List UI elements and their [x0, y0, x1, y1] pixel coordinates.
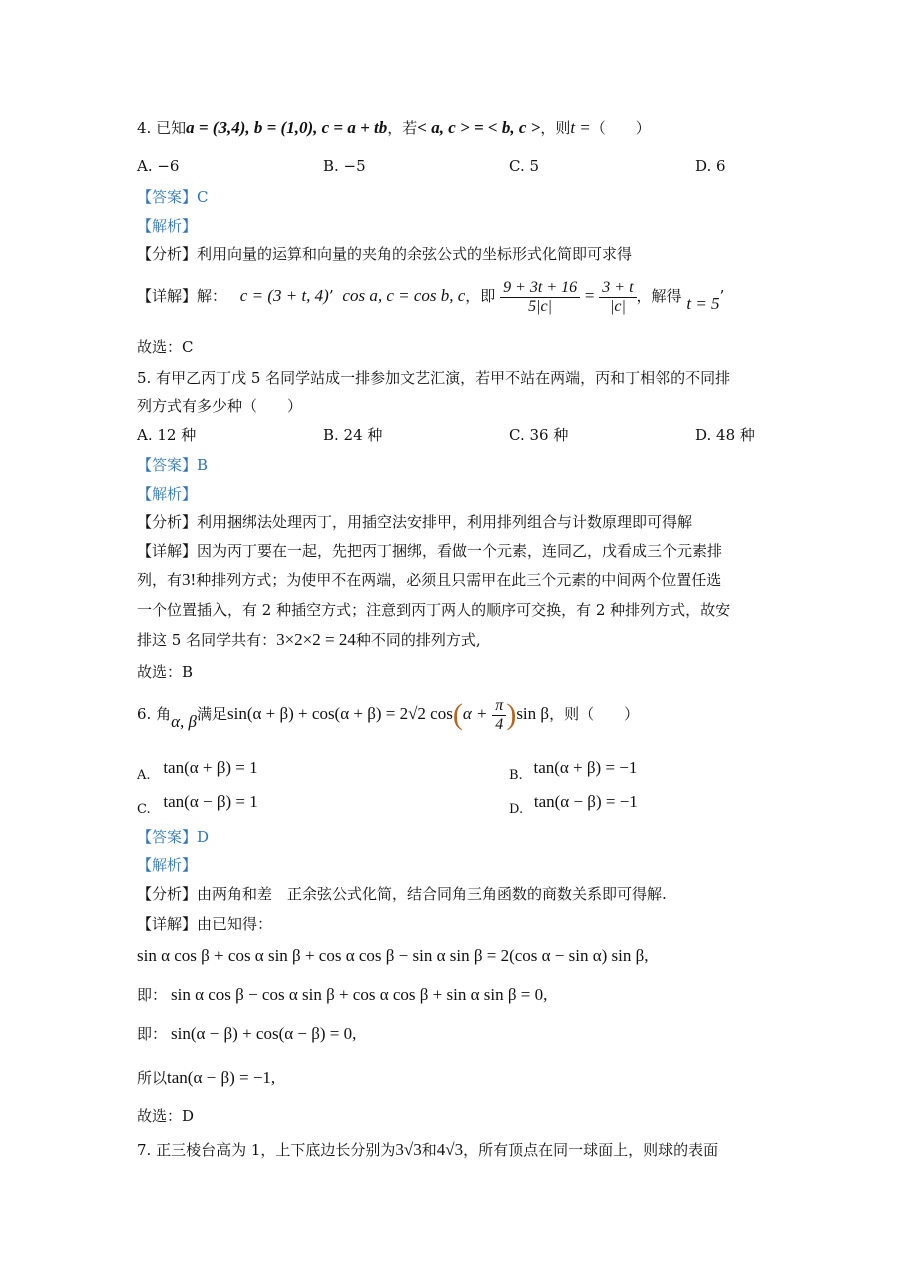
q5-xiangjie-4: [137, 630, 481, 650]
q6-optD-label: D.: [509, 802, 524, 817]
q5-xj4a: 排这 5 名同学共有：: [137, 631, 277, 649]
q6-pi-over-4: [492, 697, 506, 734]
q4-guxuan: 故选：C: [137, 338, 194, 356]
q6-guxuan: 故选：D: [137, 1107, 195, 1125]
q5-analysis: 【解析】: [137, 485, 198, 503]
q4-cond-prefix: ，若: [387, 119, 418, 137]
q6-optC-label: C.: [137, 802, 151, 817]
q4-paren: （ ）: [590, 119, 651, 137]
q6-eq3-line: [137, 1024, 356, 1044]
q6-eq-inner: α +: [462, 704, 488, 723]
q5-option-c: C. 36 种: [509, 426, 569, 444]
q4-analysis: 【解析】: [137, 217, 198, 235]
q6-analysis: 【解析】: [137, 856, 198, 874]
q6-option-a: [137, 758, 258, 786]
q5-factorial: 3!: [182, 570, 197, 589]
q6-prefix: 6. 角: [137, 705, 172, 723]
q4-condition: < a, c > = < b, c >: [417, 118, 541, 137]
q5-xj4b: 种不同的排列方式,: [355, 631, 481, 649]
q5-answer: 【答案】B: [137, 456, 209, 474]
q6-eq4: tan(α − β) = −1,: [167, 1068, 276, 1087]
q6-option-d: [509, 792, 638, 820]
q4-option-d: D. 6: [695, 157, 726, 175]
q5-xiangjie-2: [137, 570, 721, 590]
q4-xiangjie: 【详解】解： c = (3 + t, 4)’ cos a, c = cos b, c，即 $\frac{9 + 3t + 16}{5|c|}$ = $\frac{3 + t}{|c|}$ ，解得 t = 5’: [137, 278, 725, 315]
q4-prefix: 4. 已知: [137, 119, 187, 137]
q6-eq1: sin α cos β + cos α sin β + cos α cos β − sin α sin β = 2(cos α − sin α) sin β,: [137, 946, 649, 965]
q5-option-d: D. 48 种: [695, 426, 755, 444]
q6-eq3: sin(α − β) + cos(α − β) = 0,: [171, 1024, 357, 1043]
q4-fenxi: 【分析】利用向量的运算和向量的夹角的余弦公式的坐标形式化简即可求得: [137, 245, 633, 263]
q6-optA: tan(α + β) = 1: [163, 758, 258, 777]
q4-xiangjie-label: 【详解】解：: [137, 287, 228, 305]
q6-fenxi: 【分析】由两角和差 正余弦公式化简，结合同角三角函数的商数关系即可得解.: [137, 885, 667, 903]
q6-ji1: 即：: [137, 986, 168, 1004]
q4-fraction-2: [599, 279, 636, 316]
q6-ji2: 即：: [137, 1025, 168, 1043]
q7-m2: 4√3: [436, 1140, 464, 1159]
q6-option-b: [509, 758, 637, 786]
q4-vectors: a = (3,4), b = (1,0), c = a + tb: [186, 118, 388, 137]
q7-stem: [137, 1140, 718, 1160]
q5-guxuan: 故选：B: [137, 663, 194, 681]
q4-c-expr: c = (3 + t, 4): [239, 286, 329, 305]
q6-eq2-line: [137, 985, 547, 1005]
q4-stem: [137, 118, 651, 138]
q4-frac1-num: 9 + 3t + 16: [500, 279, 580, 298]
q4-cos-expr: cos a, c = cos b, c: [342, 286, 466, 305]
q5-fenxi: 【分析】利用捆绑法处理丙丁，用插空法安排甲，利用排列组合与计数原理即可得解: [137, 513, 693, 531]
q5-xiangjie-1: 【详解】因为丙丁要在一起，先把丙丁捆绑，看做一个元素，连同乙，戊看成三个元素排: [137, 542, 723, 560]
q5-xj2b: 种排列方式；为使甲不在两端，必须且只需甲在此三个元素的中间两个位置任选: [196, 571, 722, 589]
q4-option-b: B. −5: [323, 157, 366, 175]
q6-stem: 6. 角α, β满足sin(α + β) + cos(α + β) = 2√2 cos(α + $\frac{\pi}{4}$ )sin β，则（ ）: [137, 696, 640, 733]
q6-optD: tan(α − β) = −1: [533, 792, 638, 811]
q4-frac1-den: 5|c|: [528, 297, 553, 315]
q4-ask-var: t =: [570, 118, 591, 137]
q6-optA-label: A.: [137, 768, 151, 783]
q7-c: ，所有顶点在同一球面上，则球的表面: [463, 1141, 719, 1159]
q4-answer: 【答案】C: [137, 188, 209, 206]
q6-xiangjie: 【详解】由已知得：: [137, 915, 273, 933]
q6-eq-left: sin(α + β) + cos(α + β) = 2√2 cos: [227, 704, 453, 723]
q6-eq2: sin α cos β − cos α sin β + cos α cos β + sin α sin β = 0,: [171, 985, 548, 1004]
q7-a: 7. 正三棱台高为 1，上下底边长分别为: [137, 1141, 396, 1159]
q4-frac2-num: 3 + t: [599, 279, 636, 298]
q6-eq-right: sin β: [516, 704, 550, 723]
q5-xj2a: 列，有: [137, 571, 183, 589]
q4-option-c: C. 5: [509, 157, 540, 175]
q6-option-c: [137, 792, 258, 820]
q6-optC: tan(α − β) = 1: [163, 792, 258, 811]
q5-stem-line2: 列方式有多少种（ ）: [137, 397, 303, 415]
q6-suoyi: 所以: [137, 1069, 168, 1087]
q6-eq4-line: [137, 1068, 275, 1088]
q7-b: 和: [421, 1141, 437, 1159]
q6-optB-label: B.: [509, 768, 523, 783]
q4-option-a: A. −6: [137, 157, 180, 175]
q7-m1: 3√3: [395, 1140, 422, 1159]
q6-vars: α, β: [171, 712, 197, 731]
q5-option-a: A. 12 种: [137, 426, 197, 444]
q4-jiede: ，解得: [636, 287, 682, 305]
q6-pi: π: [492, 697, 506, 716]
q6-ask: ，则（ ）: [549, 705, 640, 723]
q4-frac2-den: |c|: [609, 297, 626, 315]
q6-optB: tan(α + β) = −1: [533, 758, 638, 777]
q4-ji: ，即: [465, 287, 496, 305]
q6-four: 4: [495, 715, 504, 733]
q5-xiangjie-3: 一个位置插入，有 2 种插空方式；注意到丙丁两人的顺序可交换，有 2 种排列方式，故安: [137, 601, 731, 619]
q5-option-b: B. 24 种: [323, 426, 383, 444]
q6-answer: 【答案】D: [137, 828, 210, 846]
q5-stem-line1: 5. 有甲乙丙丁戊 5 名同学站成一排参加文艺汇演，若甲不站在两端，丙和丁相邻的不同排: [137, 369, 731, 387]
q4-ask-prefix: ，则: [540, 119, 571, 137]
q5-product: 3×2×2 = 24: [276, 630, 356, 649]
q6-satisfy: 满足: [196, 705, 227, 723]
q4-fraction-1: [500, 279, 580, 316]
q4-t-result: t = 5: [686, 294, 720, 313]
